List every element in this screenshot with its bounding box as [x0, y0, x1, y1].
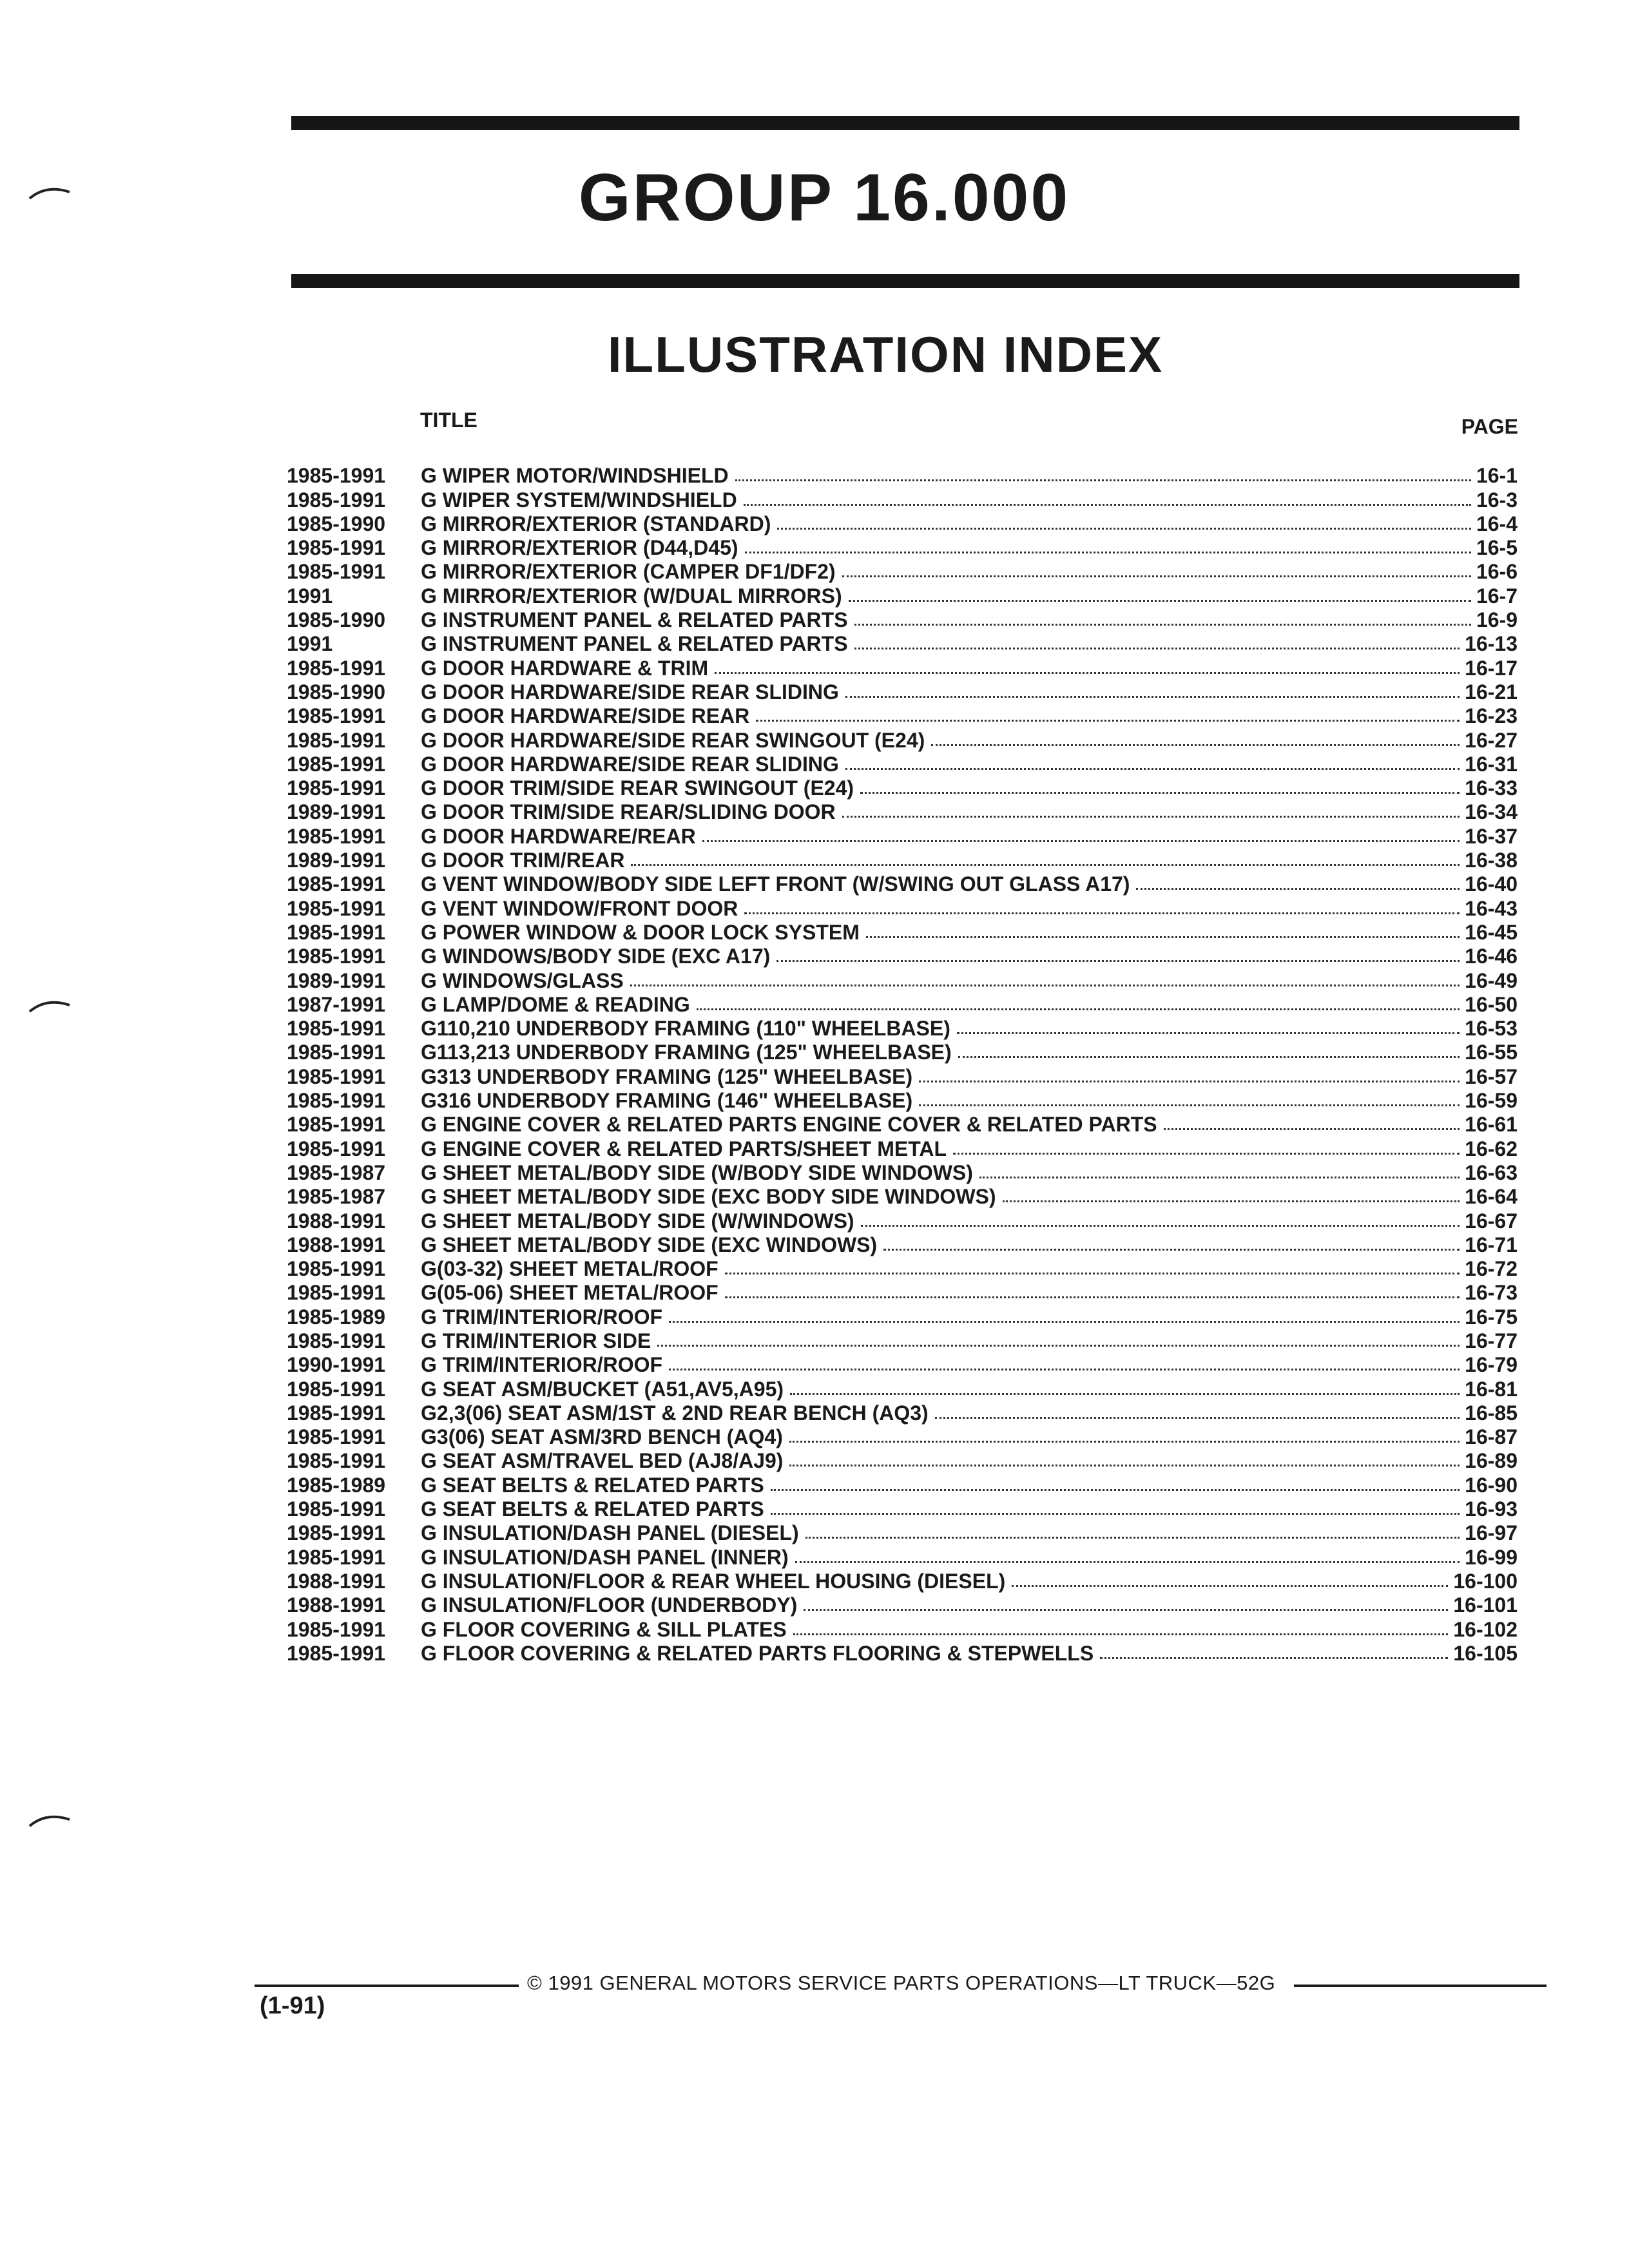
entry-page-number: 16-62: [1465, 1137, 1518, 1160]
binder-hole-mark-icon: [27, 992, 73, 1018]
dot-leader: [744, 912, 1460, 914]
dot-leader: [789, 1465, 1460, 1466]
dot-leader: [669, 1321, 1460, 1323]
entry-page-number: 16-93: [1465, 1497, 1518, 1521]
index-entry: [287, 655, 1518, 679]
entry-title: G INSULATION/DASH PANEL (DIESEL): [421, 1521, 799, 1545]
dot-leader: [849, 600, 1471, 602]
index-entry: [287, 1352, 1518, 1376]
entry-years: 1985-1991: [287, 1064, 386, 1088]
group-title: GROUP 16.000: [578, 160, 1070, 235]
dot-leader: [789, 1441, 1460, 1443]
index-entry: [287, 1233, 1518, 1256]
index-entry: [287, 608, 1518, 631]
dot-leader: [1003, 1200, 1460, 1202]
entry-years: 1985-1991: [287, 776, 386, 800]
entry-years: 1985-1991: [287, 1449, 386, 1473]
entry-page-number: 16-89: [1465, 1449, 1518, 1473]
entry-title: G SEAT ASM/TRAVEL BED (AJ8/AJ9): [421, 1449, 784, 1473]
dot-leader: [842, 575, 1471, 577]
title-divider-rule: [291, 274, 1519, 288]
entry-years: 1985-1991: [287, 1497, 386, 1521]
index-entry: [287, 920, 1518, 944]
entry-years: 1989-1991: [287, 849, 386, 872]
entry-title: G WIPER SYSTEM/WINDSHIELD: [421, 488, 737, 512]
entry-title: G SEAT BELTS & RELATED PARTS: [421, 1497, 764, 1521]
index-entry: [287, 1521, 1518, 1544]
entry-years: 1985-1991: [287, 1017, 386, 1041]
entry-title: G SHEET METAL/BODY SIDE (EXC BODY SIDE WINDOWS): [421, 1185, 996, 1209]
entry-title: G FLOOR COVERING & RELATED PARTS FLOORING & STEPWELLS: [421, 1641, 1094, 1665]
entry-page-number: 16-21: [1465, 680, 1518, 704]
entry-title: G DOOR TRIM/SIDE REAR SWINGOUT (E24): [421, 776, 854, 800]
entry-title: G MIRROR/EXTERIOR (W/DUAL MIRRORS): [421, 584, 842, 608]
entry-page-number: 16-90: [1465, 1473, 1518, 1497]
index-entry: [287, 1569, 1518, 1593]
entry-years: 1988-1991: [287, 1593, 386, 1617]
entry-title: G DOOR HARDWARE/SIDE REAR: [421, 704, 750, 728]
entry-years: 1988-1991: [287, 1233, 386, 1256]
index-entry: [287, 896, 1518, 919]
dot-leader: [804, 1609, 1448, 1611]
index-entry: [287, 1304, 1518, 1328]
entry-page-number: 16-73: [1465, 1281, 1518, 1305]
index-entry: [287, 1425, 1518, 1448]
entry-title: G DOOR TRIM/REAR: [421, 849, 625, 872]
entry-page-number: 16-46: [1465, 945, 1518, 968]
entry-page-number: 16-75: [1465, 1305, 1518, 1329]
footer-rule-left: [255, 1984, 519, 1987]
entry-page-number: 16-79: [1465, 1353, 1518, 1377]
dot-leader: [866, 936, 1460, 938]
entry-years: 1985-1991: [287, 945, 386, 968]
dot-leader: [1164, 1128, 1460, 1130]
index-entry: [287, 752, 1518, 776]
entry-title: G INSULATION/FLOOR (UNDERBODY): [421, 1593, 798, 1617]
index-entry: [287, 487, 1518, 511]
entry-title: G MIRROR/EXTERIOR (STANDARD): [421, 512, 771, 535]
entry-years: 1985-1991: [287, 1089, 386, 1113]
entry-title: G VENT WINDOW/BODY SIDE LEFT FRONT (W/SWING OUT GLASS A17): [421, 872, 1130, 896]
entry-years: 1985-1991: [287, 1113, 386, 1137]
entry-years: 1985-1990: [287, 680, 386, 704]
index-entry: [287, 583, 1518, 607]
index-entry: [287, 968, 1518, 992]
dot-leader: [630, 985, 1460, 986]
dot-leader: [845, 768, 1460, 770]
dot-leader: [702, 840, 1460, 842]
entry-years: 1985-1987: [287, 1160, 386, 1184]
dot-leader: [771, 1513, 1460, 1515]
entry-years: 1985-1991: [287, 1257, 386, 1281]
dot-leader: [793, 1633, 1449, 1635]
dot-leader: [795, 1561, 1460, 1563]
entry-title: G DOOR HARDWARE/SIDE REAR SLIDING: [421, 752, 839, 776]
index-entry: [287, 800, 1518, 823]
dot-leader: [631, 864, 1460, 866]
entry-page-number: 16-1: [1476, 464, 1518, 488]
entry-page-number: 16-101: [1453, 1593, 1518, 1617]
entry-page-number: 16-100: [1453, 1569, 1518, 1593]
entry-page-number: 16-40: [1465, 872, 1518, 896]
entry-page-number: 16-81: [1465, 1377, 1518, 1401]
dot-leader: [756, 720, 1460, 722]
entry-years: 1985-1989: [287, 1473, 386, 1497]
index-entry: [287, 1448, 1518, 1472]
index-entry: [287, 1208, 1518, 1232]
index-entry: [287, 1136, 1518, 1160]
index-entry: [287, 727, 1518, 751]
entry-years: 1985-1990: [287, 512, 386, 535]
entry-page-number: 16-23: [1465, 704, 1518, 728]
index-entries-list: [287, 463, 1518, 1665]
index-entry: [287, 535, 1518, 559]
index-entry: [287, 1064, 1518, 1088]
entry-title: G INSTRUMENT PANEL & RELATED PARTS: [421, 632, 848, 656]
entry-years: 1985-1991: [287, 1545, 386, 1569]
entry-title: G(03-32) SHEET METAL/ROOF: [421, 1257, 718, 1281]
index-entry: [287, 1472, 1518, 1496]
entry-title: G LAMP/DOME & READING: [421, 992, 690, 1016]
entry-page-number: 16-5: [1476, 536, 1518, 560]
binder-hole-mark-icon: [27, 179, 73, 205]
entry-page-number: 16-27: [1465, 728, 1518, 752]
index-entry: [287, 872, 1518, 896]
index-entry: [287, 992, 1518, 1016]
entry-page-number: 16-17: [1465, 656, 1518, 680]
entry-years: 1985-1991: [287, 1137, 386, 1160]
entry-page-number: 16-64: [1465, 1185, 1518, 1209]
column-header-page: PAGE: [1461, 415, 1518, 438]
dot-leader: [1012, 1585, 1448, 1587]
entry-years: 1985-1991: [287, 1041, 386, 1064]
index-entry: [287, 776, 1518, 800]
entry-years: 1985-1987: [287, 1185, 386, 1209]
entry-years: 1985-1991: [287, 1521, 386, 1545]
entry-years: 1988-1991: [287, 1209, 386, 1233]
dot-leader: [845, 696, 1460, 698]
dot-leader: [854, 624, 1471, 626]
index-entry: [287, 1544, 1518, 1568]
dot-leader: [744, 504, 1471, 506]
entry-page-number: 16-57: [1465, 1064, 1518, 1088]
dot-leader: [745, 552, 1471, 553]
entry-page-number: 16-43: [1465, 896, 1518, 920]
revision-code: (1-91): [260, 1992, 325, 2019]
entry-title: G DOOR HARDWARE/SIDE REAR SWINGOUT (E24): [421, 728, 925, 752]
entry-page-number: 16-61: [1465, 1113, 1518, 1137]
entry-title: G2,3(06) SEAT ASM/1ST & 2ND REAR BENCH (AQ3): [421, 1401, 929, 1425]
entry-page-number: 16-59: [1465, 1089, 1518, 1113]
dot-leader: [805, 1537, 1460, 1539]
dot-leader: [957, 1032, 1460, 1034]
entry-title: G WIPER MOTOR/WINDSHIELD: [421, 464, 729, 488]
entry-page-number: 16-71: [1465, 1233, 1518, 1256]
entry-page-number: 16-4: [1476, 512, 1518, 535]
entry-page-number: 16-85: [1465, 1401, 1518, 1425]
index-entry: [287, 823, 1518, 847]
dot-leader: [1136, 888, 1460, 890]
entry-page-number: 16-77: [1465, 1329, 1518, 1352]
dot-leader: [842, 816, 1460, 818]
entry-page-number: 16-7: [1476, 584, 1518, 608]
dot-leader: [771, 1489, 1460, 1491]
entry-page-number: 16-99: [1465, 1545, 1518, 1569]
dot-leader: [854, 648, 1460, 649]
entry-page-number: 16-3: [1476, 488, 1518, 512]
index-entry: [287, 559, 1518, 583]
footer-copyright: © 1991 GENERAL MOTORS SERVICE PARTS OPERATIONS—LT TRUCK—52G: [527, 1972, 1276, 1994]
dot-leader: [725, 1273, 1460, 1274]
entry-page-number: 16-53: [1465, 1017, 1518, 1041]
entry-title: G313 UNDERBODY FRAMING (125" WHEELBASE): [421, 1064, 913, 1088]
index-entry: [287, 680, 1518, 704]
dot-leader: [919, 1081, 1460, 1082]
entry-years: 1985-1991: [287, 896, 386, 920]
entry-title: G INSTRUMENT PANEL & RELATED PARTS: [421, 608, 848, 632]
entry-title: G SHEET METAL/BODY SIDE (EXC WINDOWS): [421, 1233, 878, 1256]
dot-leader: [715, 672, 1460, 674]
entry-years: 1991: [287, 584, 333, 608]
top-rule: [291, 116, 1519, 130]
entry-title: G DOOR HARDWARE & TRIM: [421, 656, 709, 680]
dot-leader: [776, 960, 1460, 962]
entry-title: G3(06) SEAT ASM/3RD BENCH (AQ4): [421, 1425, 783, 1449]
entry-title: G TRIM/INTERIOR/ROOF: [421, 1305, 663, 1329]
index-entry: [287, 1641, 1518, 1665]
entry-title: G113,213 UNDERBODY FRAMING (125" WHEELBASE): [421, 1041, 952, 1064]
entry-title: G INSULATION/FLOOR & REAR WHEEL HOUSING (DIESEL): [421, 1569, 1006, 1593]
entry-years: 1985-1991: [287, 704, 386, 728]
dot-leader: [931, 744, 1460, 746]
dot-leader: [919, 1104, 1460, 1106]
entry-years: 1985-1991: [287, 1329, 386, 1352]
dot-leader: [958, 1056, 1460, 1058]
index-entry: [287, 1329, 1518, 1352]
dot-leader: [935, 1417, 1460, 1419]
entry-years: 1985-1991: [287, 752, 386, 776]
entry-years: 1985-1991: [287, 1377, 386, 1401]
entry-title: G SHEET METAL/BODY SIDE (W/BODY SIDE WINDOWS): [421, 1160, 973, 1184]
index-entry: [287, 1376, 1518, 1400]
entry-title: G DOOR HARDWARE/SIDE REAR SLIDING: [421, 680, 839, 704]
entry-title: G(05-06) SHEET METAL/ROOF: [421, 1281, 718, 1305]
dot-leader: [860, 792, 1460, 794]
entry-years: 1985-1991: [287, 1641, 386, 1665]
entry-title: G VENT WINDOW/FRONT DOOR: [421, 896, 738, 920]
entry-years: 1985-1991: [287, 488, 386, 512]
entry-page-number: 16-97: [1465, 1521, 1518, 1545]
dot-leader: [861, 1225, 1460, 1227]
index-entry: [287, 1497, 1518, 1521]
entry-title: G WINDOWS/GLASS: [421, 968, 624, 992]
entry-title: G316 UNDERBODY FRAMING (146" WHEELBASE): [421, 1089, 913, 1113]
entry-years: 1985-1991: [287, 728, 386, 752]
entry-title: G DOOR TRIM/SIDE REAR/SLIDING DOOR: [421, 800, 836, 824]
index-entry: [287, 1112, 1518, 1136]
entry-page-number: 16-49: [1465, 968, 1518, 992]
index-title: ILLUSTRATION INDEX: [607, 326, 1164, 383]
entry-title: G DOOR HARDWARE/REAR: [421, 824, 696, 848]
entry-years: 1990-1991: [287, 1353, 386, 1377]
entry-title: G POWER WINDOW & DOOR LOCK SYSTEM: [421, 920, 860, 944]
entry-page-number: 16-102: [1453, 1617, 1518, 1641]
entry-page-number: 16-34: [1465, 800, 1518, 824]
entry-page-number: 16-50: [1465, 992, 1518, 1016]
dot-leader: [735, 479, 1471, 481]
index-entry: [287, 1184, 1518, 1208]
index-entry: [287, 463, 1518, 487]
index-entry: [287, 944, 1518, 968]
entry-years: 1985-1989: [287, 1305, 386, 1329]
entry-years: 1985-1991: [287, 464, 386, 488]
index-entry: [287, 1160, 1518, 1184]
entry-years: 1989-1991: [287, 968, 386, 992]
entry-title: G ENGINE COVER & RELATED PARTS ENGINE COVER & RELATED PARTS: [421, 1113, 1157, 1137]
footer-rule-right: [1294, 1984, 1547, 1987]
entry-page-number: 16-38: [1465, 849, 1518, 872]
dot-leader: [669, 1369, 1460, 1370]
dot-leader: [883, 1249, 1460, 1251]
entry-title: G FLOOR COVERING & SILL PLATES: [421, 1617, 787, 1641]
index-entry: [287, 1256, 1518, 1280]
dot-leader: [657, 1345, 1460, 1347]
index-entry: [287, 631, 1518, 655]
entry-years: 1985-1991: [287, 1617, 386, 1641]
dot-leader: [697, 1008, 1460, 1010]
entry-page-number: 16-45: [1465, 920, 1518, 944]
dot-leader: [777, 528, 1471, 530]
binder-hole-mark-icon: [27, 1807, 73, 1832]
entry-page-number: 16-33: [1465, 776, 1518, 800]
entry-years: 1985-1991: [287, 872, 386, 896]
entry-years: 1985-1990: [287, 608, 386, 632]
dot-leader: [979, 1177, 1460, 1178]
entry-years: 1985-1991: [287, 536, 386, 560]
entry-title: G SHEET METAL/BODY SIDE (W/WINDOWS): [421, 1209, 854, 1233]
entry-years: 1985-1991: [287, 1425, 386, 1449]
entry-years: 1985-1991: [287, 656, 386, 680]
dot-leader: [725, 1296, 1460, 1298]
entry-page-number: 16-55: [1465, 1041, 1518, 1064]
entry-title: G110,210 UNDERBODY FRAMING (110" WHEELBASE): [421, 1017, 950, 1041]
entry-page-number: 16-87: [1465, 1425, 1518, 1449]
entry-years: 1985-1991: [287, 1281, 386, 1305]
entry-title: G WINDOWS/BODY SIDE (EXC A17): [421, 945, 771, 968]
index-entry: [287, 1088, 1518, 1112]
index-entry: [287, 1040, 1518, 1064]
entry-page-number: 16-67: [1465, 1209, 1518, 1233]
entry-page-number: 16-31: [1465, 752, 1518, 776]
entry-years: 1988-1991: [287, 1569, 386, 1593]
entry-years: 1985-1991: [287, 824, 386, 848]
entry-page-number: 16-13: [1465, 632, 1518, 656]
index-entry: [287, 1617, 1518, 1640]
entry-title: G TRIM/INTERIOR/ROOF: [421, 1353, 663, 1377]
entry-title: G INSULATION/DASH PANEL (INNER): [421, 1545, 789, 1569]
index-entry: [287, 704, 1518, 727]
entry-years: 1987-1991: [287, 992, 386, 1016]
entry-page-number: 16-72: [1465, 1257, 1518, 1281]
entry-years: 1985-1991: [287, 1401, 386, 1425]
entry-title: G SEAT ASM/BUCKET (A51,AV5,A95): [421, 1377, 784, 1401]
dot-leader: [1100, 1657, 1448, 1659]
entry-page-number: 16-63: [1465, 1160, 1518, 1184]
entry-years: 1989-1991: [287, 800, 386, 824]
index-entry: [287, 512, 1518, 535]
entry-title: G SEAT BELTS & RELATED PARTS: [421, 1473, 764, 1497]
index-entry: [287, 848, 1518, 872]
entry-years: 1991: [287, 632, 333, 656]
entry-years: 1985-1991: [287, 560, 386, 584]
index-entry: [287, 1593, 1518, 1617]
entry-page-number: 16-6: [1476, 560, 1518, 584]
entry-years: 1985-1991: [287, 920, 386, 944]
dot-leader: [953, 1153, 1460, 1155]
index-entry: [287, 1401, 1518, 1425]
entry-title: G MIRROR/EXTERIOR (CAMPER DF1/DF2): [421, 560, 836, 584]
entry-title: G ENGINE COVER & RELATED PARTS/SHEET METAL: [421, 1137, 947, 1160]
index-entry: [287, 1016, 1518, 1040]
entry-page-number: 16-9: [1476, 608, 1518, 632]
entry-page-number: 16-37: [1465, 824, 1518, 848]
entry-title: G TRIM/INTERIOR SIDE: [421, 1329, 651, 1352]
entry-title: G MIRROR/EXTERIOR (D44,D45): [421, 536, 738, 560]
dot-leader: [790, 1393, 1460, 1395]
entry-page-number: 16-105: [1453, 1641, 1518, 1665]
column-header-title: TITLE: [420, 408, 477, 432]
index-entry: [287, 1280, 1518, 1304]
